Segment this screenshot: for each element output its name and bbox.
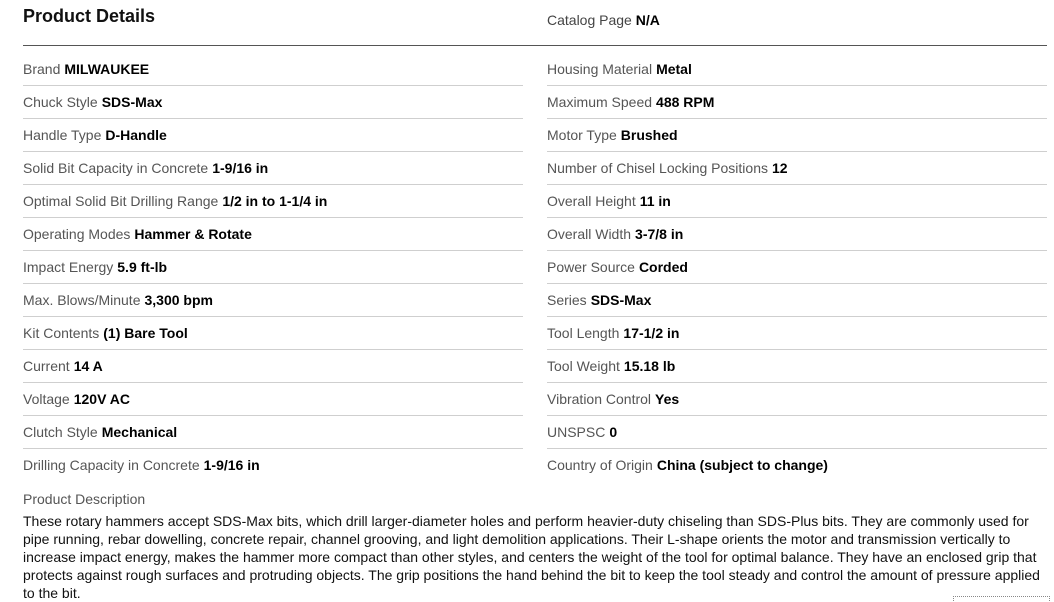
spec-row — [547, 317, 1047, 350]
spec-value: 17-1/2 in — [623, 325, 680, 341]
spec-value: Metal — [656, 61, 692, 77]
spec-row — [23, 53, 523, 86]
spec-row — [547, 350, 1047, 383]
catalog-page — [547, 12, 660, 28]
spec-label: Optimal Solid Bit Drilling Range — [23, 193, 219, 209]
spec-label: Series — [547, 292, 587, 308]
spec-row — [547, 119, 1047, 152]
spec-value: MILWAUKEE — [64, 61, 150, 77]
spec-row — [23, 449, 523, 481]
catalog-page-label: Catalog Page — [547, 12, 632, 28]
spec-label: Handle Type — [23, 127, 102, 143]
spec-value: 0 — [609, 424, 618, 440]
spec-column-left — [23, 53, 523, 481]
spec-value: 1-9/16 in — [203, 457, 260, 473]
spec-label: Overall Width — [547, 226, 632, 242]
spec-value: (1) Bare Tool — [103, 325, 188, 341]
spec-label: Tool Weight — [547, 358, 620, 374]
spec-label: Tool Length — [547, 325, 620, 341]
description-label: Product Description — [23, 491, 146, 507]
spec-label: Overall Height — [547, 193, 636, 209]
spec-label: Drilling Capacity in Concrete — [23, 457, 200, 473]
spec-value: China (subject to change) — [656, 457, 828, 473]
spec-value: 12 — [772, 160, 788, 176]
spec-value: 488 RPM — [656, 94, 715, 110]
spec-row — [547, 383, 1047, 416]
spec-row — [23, 119, 523, 152]
spec-label: Housing Material — [547, 61, 653, 77]
spec-row — [547, 218, 1047, 251]
spec-row — [547, 251, 1047, 284]
spec-row — [23, 383, 523, 416]
spec-label: Clutch Style — [23, 424, 98, 440]
spec-value: 3-7/8 in — [635, 226, 684, 242]
spec-label: Number of Chisel Locking Positions — [547, 160, 768, 176]
spec-label: Power Source — [547, 259, 635, 275]
spec-value: SDS-Max — [590, 292, 652, 308]
spec-value: Hammer & Rotate — [134, 226, 252, 242]
spec-label: Operating Modes — [23, 226, 131, 242]
spec-value: Corded — [638, 259, 688, 275]
page-title: Product Details — [23, 6, 156, 26]
description-text: These rotary hammers accept SDS-Max bits, which drill larger-diameter holes and perform heavier-duty chiseling than SDS-Plus bits. They are commonly used for pipe running, rebar dowelling, concrete repair, channel grooving, and light demolition applications. Their L-shape orients the motor and transmission vertically to increase impact energy, makes the hammer more compact than other styles, and centers the weight of the tool for optimal balance. They have an enclosed grip that protects against rough surfaces and protruding objects. The grip positions the hand behind the bit to keep the tool steady and control the amount of pressure applied to the bit. — [23, 513, 1040, 601]
spec-label: Current — [23, 358, 70, 374]
spec-label: Max. Blows/Minute — [23, 292, 141, 308]
spec-row — [23, 350, 523, 383]
header-divider — [23, 45, 1047, 46]
spec-label: UNSPSC — [547, 424, 606, 440]
spec-value: 3,300 bpm — [144, 292, 213, 308]
spec-row — [547, 185, 1047, 218]
spec-row — [547, 284, 1047, 317]
spec-row — [23, 251, 523, 284]
spec-row — [23, 416, 523, 449]
spec-row — [547, 53, 1047, 86]
spec-label: Brand — [23, 61, 61, 77]
spec-value: 120V AC — [73, 391, 131, 407]
spec-label: Maximum Speed — [547, 94, 653, 110]
spec-label: Solid Bit Capacity in Concrete — [23, 160, 209, 176]
spec-label: Kit Contents — [23, 325, 100, 341]
spec-value: SDS-Max — [101, 94, 163, 110]
spec-value: D-Handle — [105, 127, 167, 143]
spec-row — [23, 284, 523, 317]
spec-row — [547, 416, 1047, 449]
spec-label: Voltage — [23, 391, 70, 407]
spec-row — [23, 317, 523, 350]
spec-value: 1-9/16 in — [212, 160, 269, 176]
spec-row — [23, 86, 523, 119]
spec-value: 1/2 in to 1-1/4 in — [222, 193, 328, 209]
spec-label: Chuck Style — [23, 94, 98, 110]
spec-row — [23, 218, 523, 251]
spec-value: 5.9 ft-lb — [117, 259, 168, 275]
focus-outline — [953, 596, 1050, 602]
spec-value: Yes — [655, 391, 680, 407]
spec-column-right — [547, 53, 1047, 481]
spec-value: 14 A — [73, 358, 103, 374]
spec-label: Country of Origin — [547, 457, 653, 473]
catalog-page-value: N/A — [635, 12, 660, 28]
spec-row — [547, 152, 1047, 185]
spec-value: Brushed — [620, 127, 678, 143]
spec-row — [547, 86, 1047, 119]
spec-value: Mechanical — [101, 424, 178, 440]
spec-row — [547, 449, 1047, 481]
spec-label: Impact Energy — [23, 259, 114, 275]
spec-row — [23, 152, 523, 185]
spec-value: 15.18 lb — [623, 358, 676, 374]
spec-value: 11 in — [639, 193, 671, 209]
spec-label: Vibration Control — [547, 391, 652, 407]
spec-row — [23, 185, 523, 218]
spec-label: Motor Type — [547, 127, 617, 143]
